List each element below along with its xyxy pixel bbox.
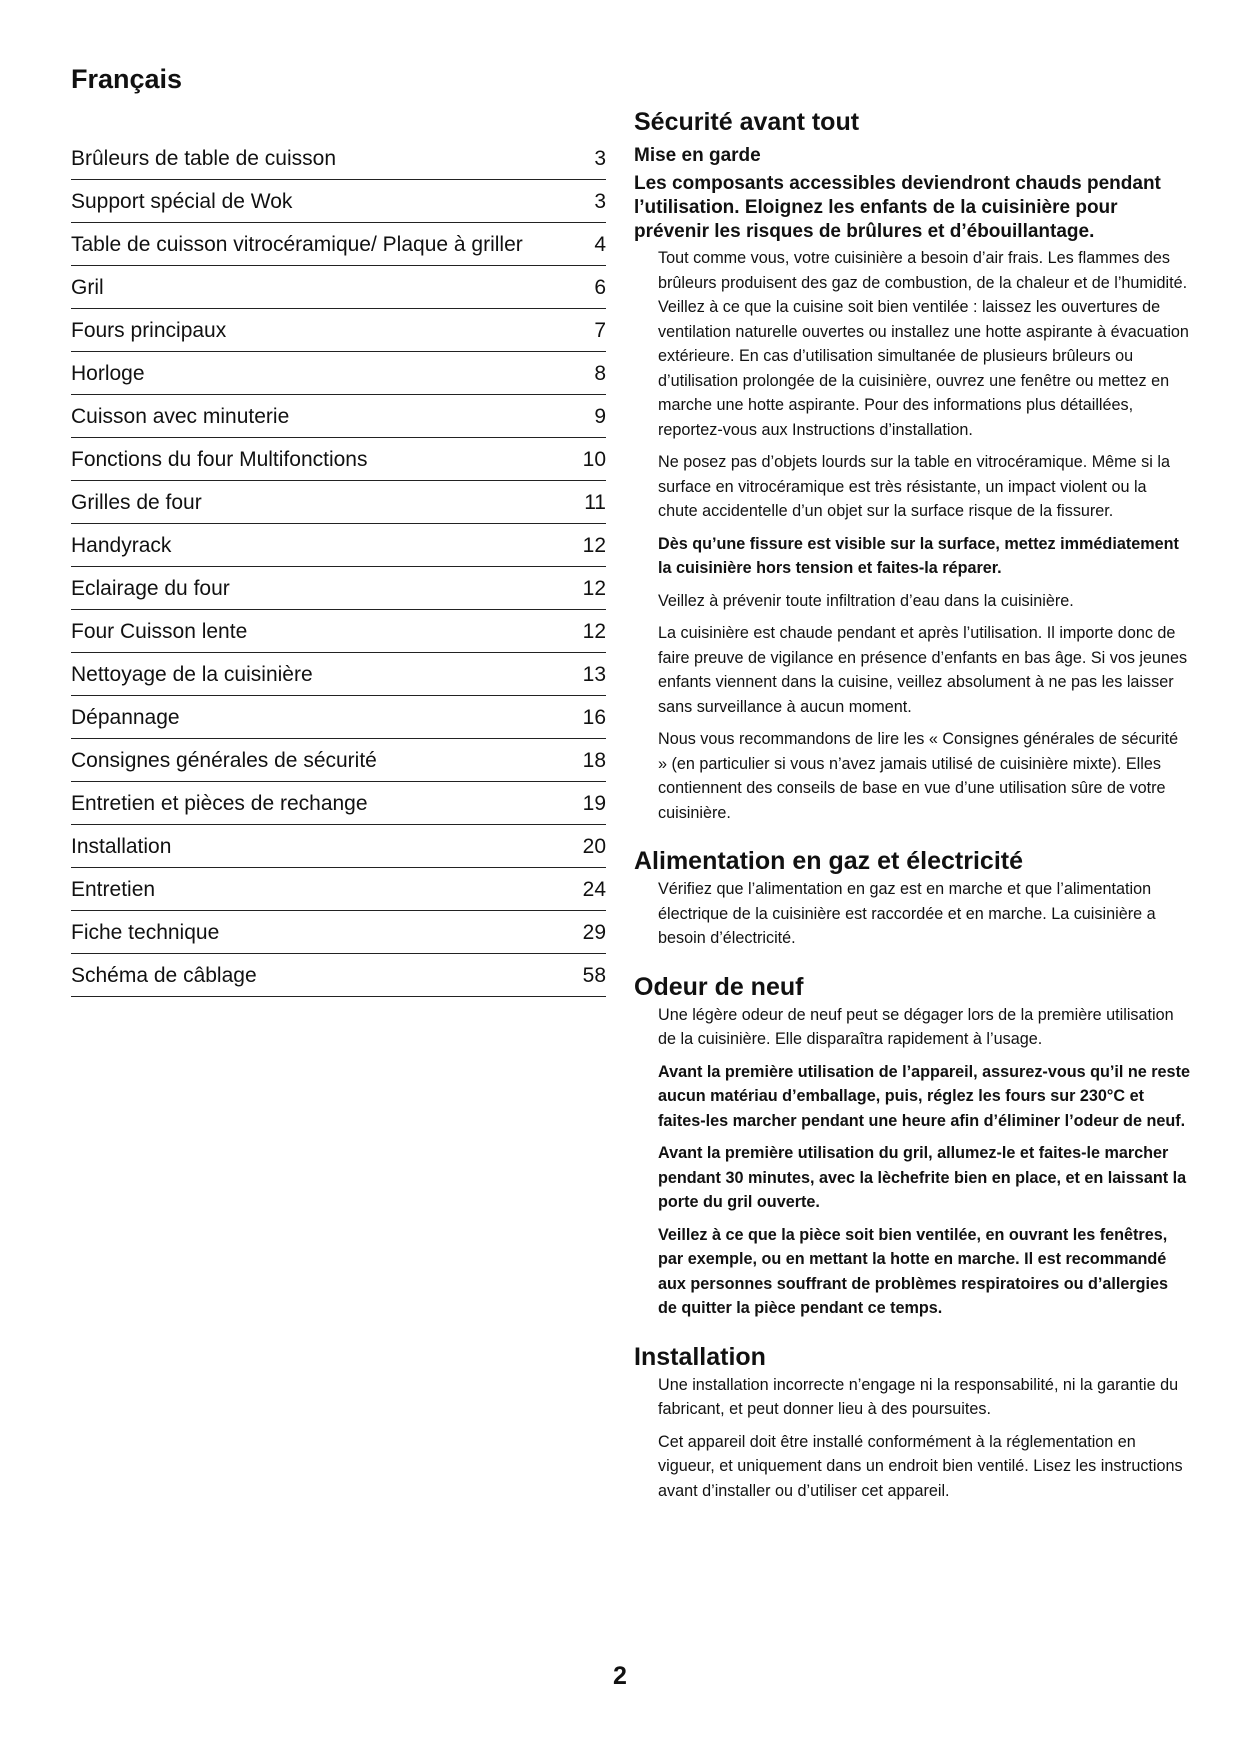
toc-label: Dépannage <box>71 706 180 729</box>
toc-page: 10 <box>582 448 606 471</box>
toc-page: 19 <box>582 792 606 815</box>
paragraph: Une installation incorrecte n’engage ni la responsabilité, ni la garantie du fabricant, et peut donner lieu à des poursuites. <box>658 1375 1179 1418</box>
toc-label: Cuisson avec minuterie <box>71 405 290 428</box>
toc-label: Fours principaux <box>71 319 227 342</box>
toc-label: Entretien <box>71 878 156 901</box>
safety-section <box>634 106 1190 825</box>
toc-row <box>71 137 606 180</box>
toc-row <box>71 696 606 739</box>
toc-row <box>71 223 606 266</box>
paragraph-bold: Veillez à ce que la pièce soit bien ventilée, en ouvrant les fenêtres, par exemple, ou en mettant la hotte en marche. Il est recommandé aux personnes souffrant de problèmes respiratoires ou d’allergies de quitter la pièce pendant ce temps. <box>658 1225 1169 1317</box>
installation-section <box>634 1341 1190 1504</box>
toc-label: Support spécial de Wok <box>71 190 293 213</box>
gas-electricity-section <box>634 845 1190 951</box>
toc-page: 3 <box>594 190 606 213</box>
installation-heading: Installation <box>634 1342 766 1371</box>
toc-page: 12 <box>582 577 606 600</box>
paragraph-bold: Avant la première utilisation de l’appareil, assurez-vous qu’il ne reste aucun matériau d’emballage, puis, réglez les fours sur 230°C et faites-les marcher pendant une heure afin d’éliminer l’odeur de neuf. <box>658 1062 1190 1130</box>
content-column <box>634 106 1190 1511</box>
toc-label: Fonctions du four Multifonctions <box>71 448 368 471</box>
toc-label: Table de cuisson vitrocéramique/ Plaque à griller <box>71 233 523 256</box>
toc-row <box>71 825 606 868</box>
toc-page: 20 <box>582 835 606 858</box>
paragraph: Vérifiez que l’alimentation en gaz est en marche et que l’alimentation électrique de la cuisinière est raccordée et en marche. La cuisinière a besoin d’électricité. <box>658 880 1156 947</box>
toc-row <box>71 180 606 223</box>
toc-page: 12 <box>582 534 606 557</box>
toc-label: Fiche technique <box>71 921 220 944</box>
toc-page: 3 <box>594 147 606 170</box>
toc-page: 7 <box>594 319 606 342</box>
toc-row <box>71 782 606 825</box>
page-number: 2 <box>613 1662 627 1690</box>
page-title: Français <box>71 64 183 94</box>
toc-page: 18 <box>582 749 606 772</box>
toc-row <box>71 653 606 696</box>
toc-page: 12 <box>582 620 606 643</box>
toc-label: Schéma de câblage <box>71 964 257 987</box>
toc-row <box>71 524 606 567</box>
toc-row <box>71 266 606 309</box>
new-smell-section <box>634 971 1190 1321</box>
toc-row <box>71 739 606 782</box>
gas-heading: Alimentation en gaz et électricité <box>634 847 1023 875</box>
odour-heading: Odeur de neuf <box>634 972 804 1001</box>
warning-subheading: Mise en garde <box>634 145 761 166</box>
toc-label: Gril <box>71 276 104 299</box>
warning-text: Les composants accessibles deviendront chauds pendant l’utilisation. Eloignez les enfants de la cuisinière pour prévenir les risques de brûlures et d’ébouillantage. <box>634 173 1161 242</box>
toc-page: 24 <box>582 878 606 901</box>
paragraph: Une légère odeur de neuf peut se dégager lors de la première utilisation de la cuisinière. Elle disparaîtra rapidement à l’usage. <box>658 1005 1174 1048</box>
toc-label: Consignes générales de sécurité <box>71 749 377 772</box>
toc-page: 8 <box>594 362 606 385</box>
toc-page: 29 <box>582 921 606 944</box>
safety-heading: Sécurité avant tout <box>634 108 860 136</box>
toc-page: 16 <box>582 706 606 729</box>
toc-label: Installation <box>71 835 172 858</box>
paragraph: Cet appareil doit être installé conformément à la réglementation en vigueur, et uniquement dans un endroit bien ventilé. Lisez les instructions avant d’installer ou d’utiliser cet appareil. <box>658 1432 1183 1500</box>
toc-row <box>71 395 606 438</box>
toc-row <box>71 911 606 954</box>
toc-row <box>71 610 606 653</box>
table-of-contents <box>71 137 606 997</box>
toc-label: Eclairage du four <box>71 577 230 600</box>
toc-page: 11 <box>584 491 606 514</box>
paragraph-bold: Avant la première utilisation du gril, allumez-le et faites-le marcher pendant 30 minutes, avec la lèchefrite bien en place, et en laissant la porte du gril ouverte. <box>658 1144 1187 1211</box>
toc-label: Brûleurs de table de cuisson <box>71 147 336 170</box>
paragraph-bold: Dès qu’une fissure est visible sur la surface, mettez immédiatement la cuisinière hors tension et faites-la réparer. <box>658 534 1179 577</box>
toc-label: Handyrack <box>71 534 172 557</box>
toc-label: Entretien et pièces de rechange <box>71 792 368 815</box>
toc-row <box>71 438 606 481</box>
toc-row <box>71 567 606 610</box>
toc-page: 9 <box>594 405 606 428</box>
toc-row <box>71 352 606 395</box>
toc-label: Horloge <box>71 362 145 385</box>
toc-label: Grilles de four <box>71 491 202 514</box>
toc-page: 4 <box>594 233 606 256</box>
toc-page: 13 <box>582 663 606 686</box>
toc-label: Four Cuisson lente <box>71 620 248 643</box>
toc-row <box>71 481 606 524</box>
paragraph: Tout comme vous, votre cuisinière a besoin d’air frais. Les flammes des brûleurs produisent des gaz de combustion, de la chaleur et de l’humidité. Veillez à ce que la cuisine soit bien ventilée : laissez les ouvertures de ventilation naturelle ouvertes ou installez une hotte aspirante à évacuation extérieure. En cas d’utilisation simultanée de plusieurs brûleurs ou d’utilisation prolongée de la cuisinière, ouvrez une fenêtre ou mettez en marche une hotte aspirante. Pour des informations plus détaillées, reportez-vous aux Instructions d’installation. <box>658 249 1189 439</box>
toc-row <box>71 309 606 352</box>
toc-label: Nettoyage de la cuisinière <box>71 663 313 686</box>
toc-row <box>71 954 606 997</box>
paragraph: Veillez à prévenir toute infiltration d’eau dans la cuisinière. <box>658 591 1074 610</box>
paragraph: Nous vous recommandons de lire les « Consignes générales de sécurité » (en particulier si vous n’avez jamais utilisé de cuisinière mixte). Elles contiennent des conseils de base en vue d’une utilisation sûre de votre cuisinière. <box>658 730 1179 822</box>
toc-row <box>71 868 606 911</box>
paragraph: Ne posez pas d’objets lourds sur la table en vitrocéramique. Même si la surface en vitrocéramique est très résistante, un impact violent ou la chute accidentelle d’un objet sur la surface risque de la fissurer. <box>658 453 1170 520</box>
toc-page: 6 <box>594 276 606 299</box>
paragraph: La cuisinière est chaude pendant et après l’utilisation. Il importe donc de faire preuve de vigilance en présence d’enfants en bas âge. Si vos jeunes enfants viennent dans la cuisine, veillez absolument à ne pas les laisser sans surveillance à aucun moment. <box>658 624 1188 716</box>
toc-page: 58 <box>582 964 606 987</box>
